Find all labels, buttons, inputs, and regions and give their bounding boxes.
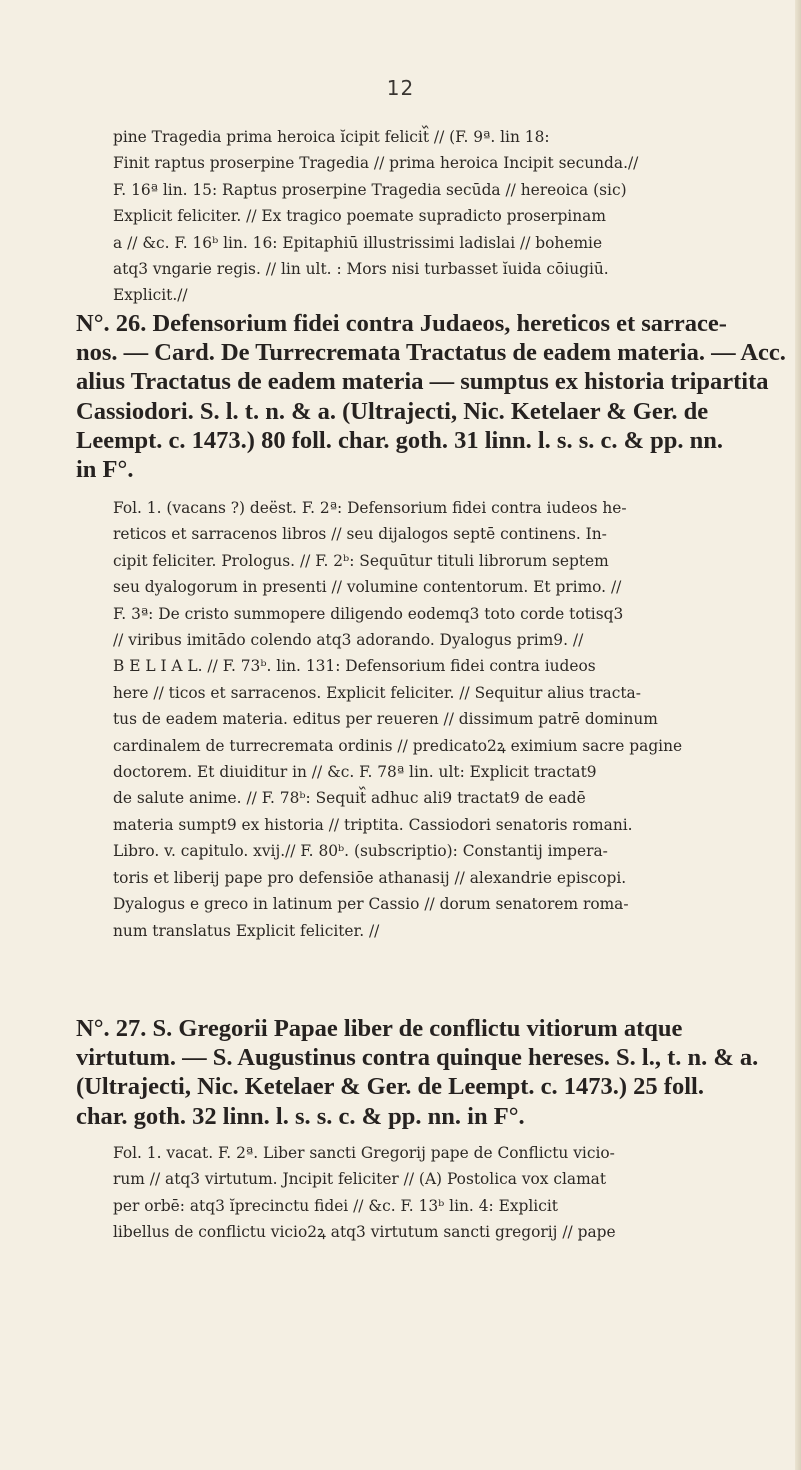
text-line: B E L I A L. // F. 73ᵇ. lin. 131: Defensorium fidei contra iudeos	[113, 657, 596, 676]
text-line: Explicit.//	[113, 286, 188, 305]
text-line: F. 16ª lin. 15: Raptus proserpine Tragedia secūda // hereoica (sic)	[113, 180, 627, 199]
text-line: here // ticos et sarracenos. Explicit feliciter. // Sequitur alius tracta-	[113, 683, 641, 702]
text-line: per orbē: atq3 ĭprecinctu fidei // &c. F. 13ᵇ lin. 4: Explicit	[113, 1196, 558, 1215]
text-line: Fol. 1. vacat. F. 2ª. Liber sancti Gregorij pape de Conflictu vicio-	[113, 1144, 615, 1162]
text-line: a // &c. F. 16ᵇ lin. 16: Epitaphiū illustrissimi ladislai // bohemie	[113, 233, 603, 252]
heading-line: in F°.	[76, 456, 134, 484]
text-line: libellus de conflictu vicio2ꝝ atq3 virtutum sancti gregorij // pape	[113, 1223, 616, 1242]
heading-line: nos. — Card. De Turrecremata Tractatus de eadem materia. — Acc.	[76, 339, 786, 367]
heading-line: N°. 26. Defensorium fidei contra Judaeos, hereticos et sarrace-	[76, 310, 727, 337]
text-line: toris et liberij pape pro defensiōe athanasij // alexandrie episcopi.	[113, 868, 627, 887]
entry-26-heading	[76, 309, 786, 484]
heading-line: char. goth. 32 linn. l. s. s. c. & pp. nn. in F°.	[76, 1102, 525, 1130]
text-line: seu dyalogorum in presenti // volumine contentorum. Et primo. //	[113, 578, 622, 597]
text-line: Dyalogus e greco in latinum per Cassio // dorum senatorem roma-	[113, 895, 629, 914]
text-line: cardinalem de turrecremata ordinis // predicato2ꝝ eximium sacre pagine	[113, 736, 683, 755]
text-line: reticos et sarracenos libros // seu dijalogos septē continens. In-	[113, 525, 607, 544]
text-line: num translatus Explicit feliciter. //	[113, 921, 380, 940]
text-line: atq3 vngarie regis. // lin ult. : Mors nisi turbasset ĭuida cōiugiū.	[113, 260, 609, 279]
text-line: rum // atq3 virtutum. Jncipit feliciter // (A) Postolica vox clamat	[113, 1170, 607, 1189]
text-line: Explicit feliciter. // Ex tragico poemate supradicto proserpinam	[113, 207, 606, 226]
text-line: pine Tragedia prima heroica ĭcipit felicit᷈ // (F. 9ª. lin 18:	[113, 128, 550, 146]
text-line: materia sumpt9 ex historia // triptita. Cassiodori senatoris romani.	[113, 815, 633, 834]
text-line: cipit feliciter. Prologus. // F. 2ᵇ: Sequūtur tituli librorum septem	[113, 551, 609, 570]
text-line: // viribus imitādo colendo atq3 adorando. Dyalogus prim9. //	[113, 631, 584, 650]
heading-line: Cassiodori. S. l. t. n. & a. (Ultrajecti, Nic. Ketelaer & Ger. de	[76, 397, 709, 425]
text-line: de salute anime. // F. 78ᵇ: Sequit᷈ adhuc ali9 tractat9 de eadē	[113, 789, 586, 808]
entry-27-description	[113, 1140, 751, 1246]
text-line: tus de eadem materia. editus per reueren // dissimum patrē dominum	[113, 710, 658, 729]
heading-line: Leempt. c. 1473.) 80 foll. char. goth. 31 linn. l. s. s. c. & pp. nn.	[76, 426, 724, 454]
heading-line: N°. 27. S. Gregorii Papae liber de conflictu vitiorum atque	[76, 1015, 683, 1042]
page-number: 12	[386, 76, 415, 100]
entry-26-description	[113, 495, 751, 944]
text-line: doctorem. Et diuiditur in // &c. F. 78ª lin. ult: Explicit tractat9	[113, 763, 597, 782]
text-line: Libro. v. capitulo. xvij.// F. 80ᵇ. (subscriptio): Constantij impera-	[113, 842, 608, 861]
page-edge	[795, 0, 801, 1470]
text-line: Fol. 1. (vacans ?) deëst. F. 2ª: Defensorium fidei contra iudeos he-	[113, 499, 627, 517]
heading-line: alius Tractatus de eadem materia — sumptus ex historia tripartita	[76, 368, 769, 396]
text-line: F. 3ª: De cristo summopere diligendo eodemq3 toto corde totisq3	[113, 604, 624, 623]
entry-27-heading	[76, 1014, 786, 1131]
heading-line: virtutum. — S. Augustinus contra quinque hereses. S. l., t. n. & a.	[76, 1044, 759, 1072]
text-line: Finit raptus proserpine Tragedia // prima heroica Incipit secunda.//	[113, 154, 639, 173]
continuation-paragraph	[113, 124, 751, 309]
heading-line: (Ultrajecti, Nic. Ketelaer & Ger. de Leempt. c. 1473.) 25 foll.	[76, 1073, 704, 1101]
